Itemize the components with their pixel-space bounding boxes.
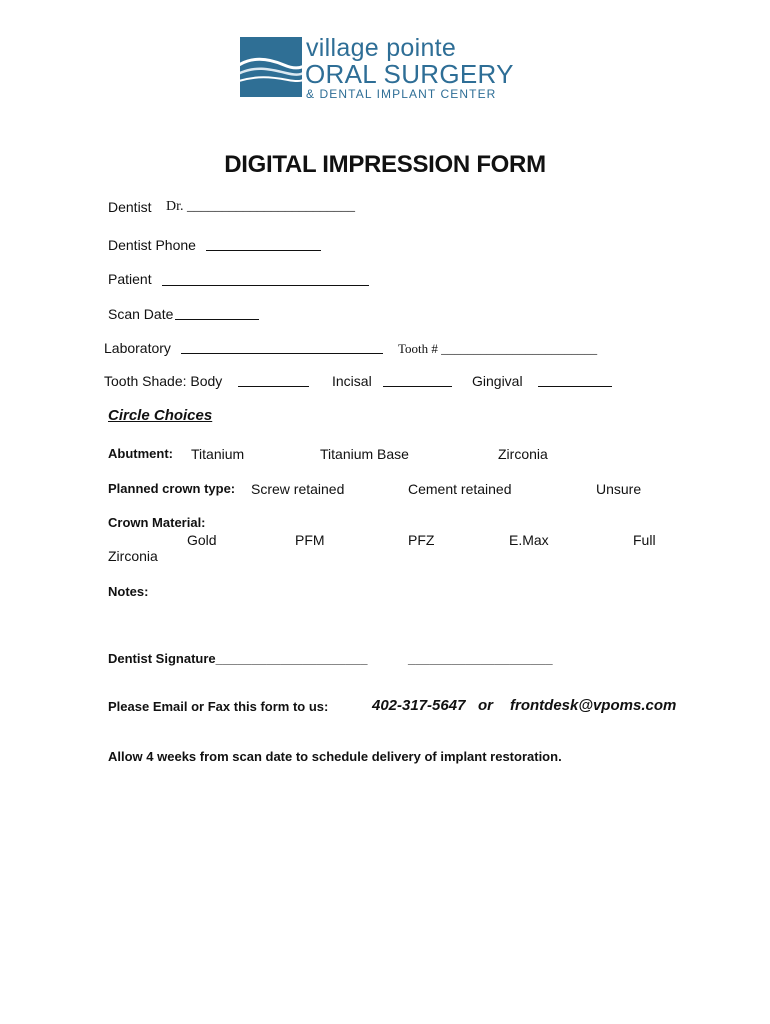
wave-icon xyxy=(240,37,302,97)
email-link[interactable]: frontdesk@vpoms.com xyxy=(510,697,677,714)
laboratory-field[interactable] xyxy=(181,353,383,354)
form-title: DIGITAL IMPRESSION FORM xyxy=(224,151,546,178)
dentist-phone-field[interactable] xyxy=(206,250,321,251)
tooth-number-field[interactable]: Tooth # ________________________ xyxy=(398,341,598,356)
gingival-field[interactable] xyxy=(538,386,612,387)
material-option-full[interactable]: Full xyxy=(633,532,656,548)
crown-type-option-unsure[interactable]: Unsure xyxy=(596,481,642,497)
dentist-signature-field[interactable]: Dentist Signature_____________________ xyxy=(108,651,368,666)
logo-line-3: & DENTAL IMPLANT CENTER xyxy=(306,87,497,101)
dentist-field[interactable]: Dr. ________________________ xyxy=(166,199,355,214)
logo-line-2: ORAL SURGERY xyxy=(305,59,514,89)
laboratory-label: Laboratory xyxy=(104,340,171,356)
material-option-pfz[interactable]: PFZ xyxy=(408,532,435,548)
scan-date-field[interactable] xyxy=(175,319,259,320)
dentist-label: Dentist xyxy=(108,199,152,215)
gingival-label: Gingival xyxy=(472,373,523,389)
notes-label: Notes: xyxy=(108,584,149,599)
abutment-option-titanium-base[interactable]: Titanium Base xyxy=(320,446,409,462)
material-option-gold[interactable]: Gold xyxy=(187,532,217,548)
abutment-option-titanium[interactable]: Titanium xyxy=(191,446,245,462)
patient-label: Patient xyxy=(108,271,152,287)
logo-line-1: village pointe xyxy=(306,34,457,62)
crown-material-label: Crown Material: xyxy=(108,515,206,530)
abutment-option-zirconia[interactable]: Zirconia xyxy=(498,446,548,462)
body-shade-field[interactable] xyxy=(238,386,309,387)
incisal-label: Incisal xyxy=(332,373,372,389)
incisal-field[interactable] xyxy=(383,386,452,387)
patient-field[interactable] xyxy=(162,285,369,286)
tooth-shade-label: Tooth Shade: Body xyxy=(104,373,223,389)
signature-line-2[interactable]: ____________________ xyxy=(408,651,553,666)
material-option-zirconia[interactable]: Zirconia xyxy=(108,548,158,564)
contact-label: Please Email or Fax this form to us: xyxy=(108,699,329,714)
footer-note: Allow 4 weeks from scan date to schedule delivery of implant restoration. xyxy=(108,749,562,764)
crown-type-option-screw[interactable]: Screw retained xyxy=(251,481,345,497)
scan-date-label: Scan Date xyxy=(108,306,174,322)
fax-number: 402-317-5647 xyxy=(372,697,466,714)
material-option-pfm[interactable]: PFM xyxy=(295,532,325,548)
or-text: or xyxy=(478,697,493,714)
material-option-emax[interactable]: E.Max xyxy=(509,532,549,548)
abutment-label: Abutment: xyxy=(108,446,173,461)
dentist-phone-label: Dentist Phone xyxy=(108,237,196,253)
logo-mark xyxy=(240,37,302,97)
circle-choices-heading: Circle Choices xyxy=(108,407,213,424)
crown-type-option-cement[interactable]: Cement retained xyxy=(408,481,512,497)
crown-type-label: Planned crown type: xyxy=(108,481,236,496)
